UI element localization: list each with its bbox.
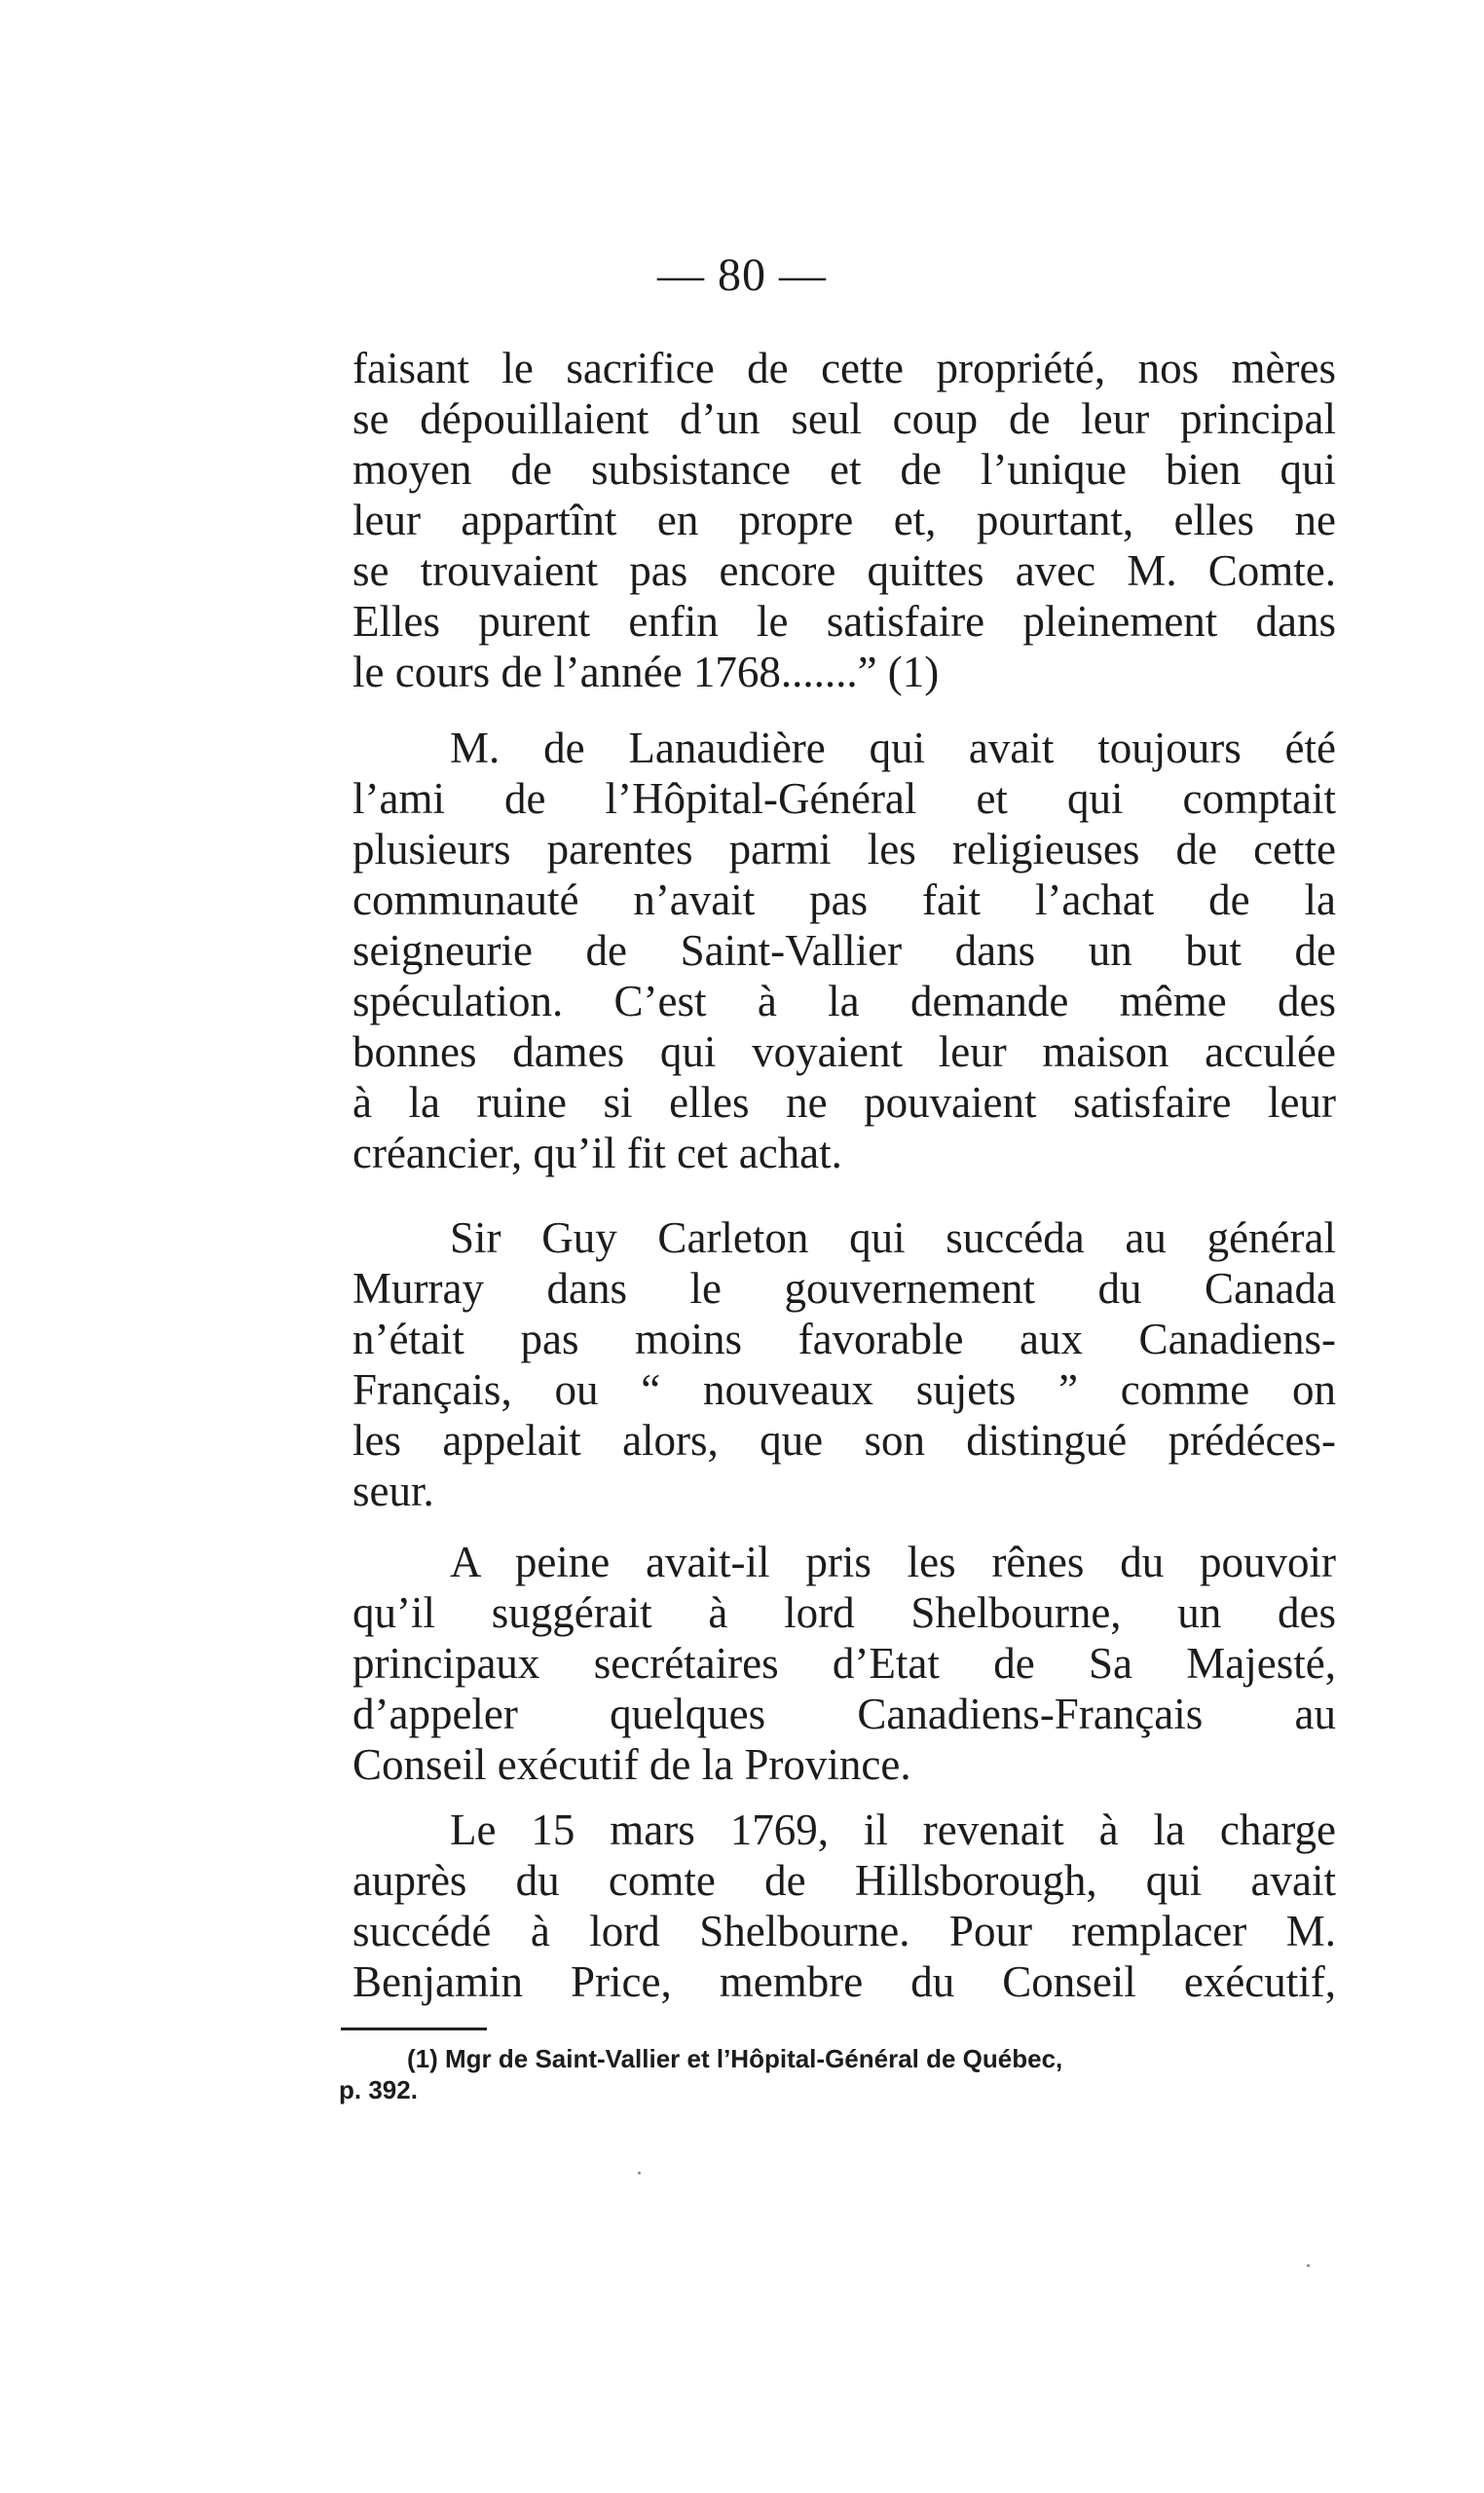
text-line: Benjamin Price, membre du Conseil exécutif,	[352, 1957, 1336, 2006]
text-line: succédé à lord Shelbourne. Pour remplacer M.	[352, 1907, 1336, 1955]
text-line: Conseil exécutif de la Province.	[352, 1740, 911, 1789]
paragraph-3	[352, 1212, 1336, 1516]
footnote-line: p. 392.	[339, 2075, 418, 2104]
text-line: seigneurie de Saint-Vallier dans un but de	[352, 926, 1336, 975]
text-line: à la ruine si elles ne pouvaient satisfaire leur	[352, 1078, 1336, 1127]
text-line: principaux secrétaires d’Etat de Sa Majesté,	[352, 1639, 1336, 1688]
footnote-line: (1) Mgr de Saint-Vallier et l’Hôpital-Général de Québec,	[407, 2044, 1063, 2073]
text-line: d’appeler quelques Canadiens-Français au	[352, 1690, 1336, 1738]
text-line: se trouvaient pas encore quittes avec M. Comte.	[352, 546, 1336, 595]
text-line: l’ami de l’Hôpital-Général et qui comptait	[352, 774, 1336, 823]
footnote	[339, 2043, 1332, 2105]
paper-speck	[1307, 2264, 1310, 2267]
text-line: A peine avait-il pris les rênes du pouvoir	[450, 1538, 1336, 1586]
paragraph-1	[352, 343, 1336, 697]
text-line: n’était pas moins favorable aux Canadiens-	[352, 1315, 1336, 1363]
text-line: se dépouillaient d’un seul coup de leur principal	[352, 394, 1336, 443]
text-line: leur appartînt en propre et, pourtant, elles ne	[352, 496, 1336, 544]
paragraph-2	[352, 723, 1336, 1178]
text-line: créancier, qu’il fit cet achat.	[352, 1129, 842, 1177]
text-line: Murray dans le gouvernement du Canada	[352, 1264, 1336, 1313]
text-line: faisant le sacrifice de cette propriété, nos mères	[352, 344, 1336, 392]
page-number: — 80 —	[657, 249, 827, 301]
text-line: qu’il suggérait à lord Shelbourne, un des	[352, 1588, 1336, 1637]
text-line: spéculation. C’est à la demande même des	[352, 977, 1336, 1025]
text-line: Elles purent enfin le satisfaire pleinement dans	[352, 597, 1336, 646]
text-line: auprès du comte de Hillsborough, qui avait	[352, 1856, 1336, 1905]
text-line: Sir Guy Carleton qui succéda au général	[450, 1213, 1336, 1262]
footnote-divider	[341, 2028, 487, 2030]
text-line: le cours de l’année 1768.......” (1)	[352, 648, 940, 696]
text-line: communauté n’avait pas fait l’achat de la	[352, 875, 1336, 924]
text-line: bonnes dames qui voyaient leur maison acculée	[352, 1027, 1336, 1076]
text-line: Le 15 mars 1769, il revenait à la charge	[450, 1805, 1336, 1854]
paragraph-5	[352, 1805, 1336, 2007]
text-line: plusieurs parentes parmi les religieuses de cette	[352, 825, 1336, 874]
text-line: seur.	[352, 1467, 434, 1515]
text-line: les appelait alors, que son distingué prédéces-	[352, 1416, 1336, 1465]
paper-speck	[638, 2172, 641, 2175]
text-line: moyen de subsistance et de l’unique bien qui	[352, 445, 1336, 494]
paragraph-4	[352, 1537, 1336, 1790]
text-line: Français, ou “ nouveaux sujets ” comme on	[352, 1365, 1336, 1414]
text-line: M. de Lanaudière qui avait toujours été	[450, 724, 1336, 772]
